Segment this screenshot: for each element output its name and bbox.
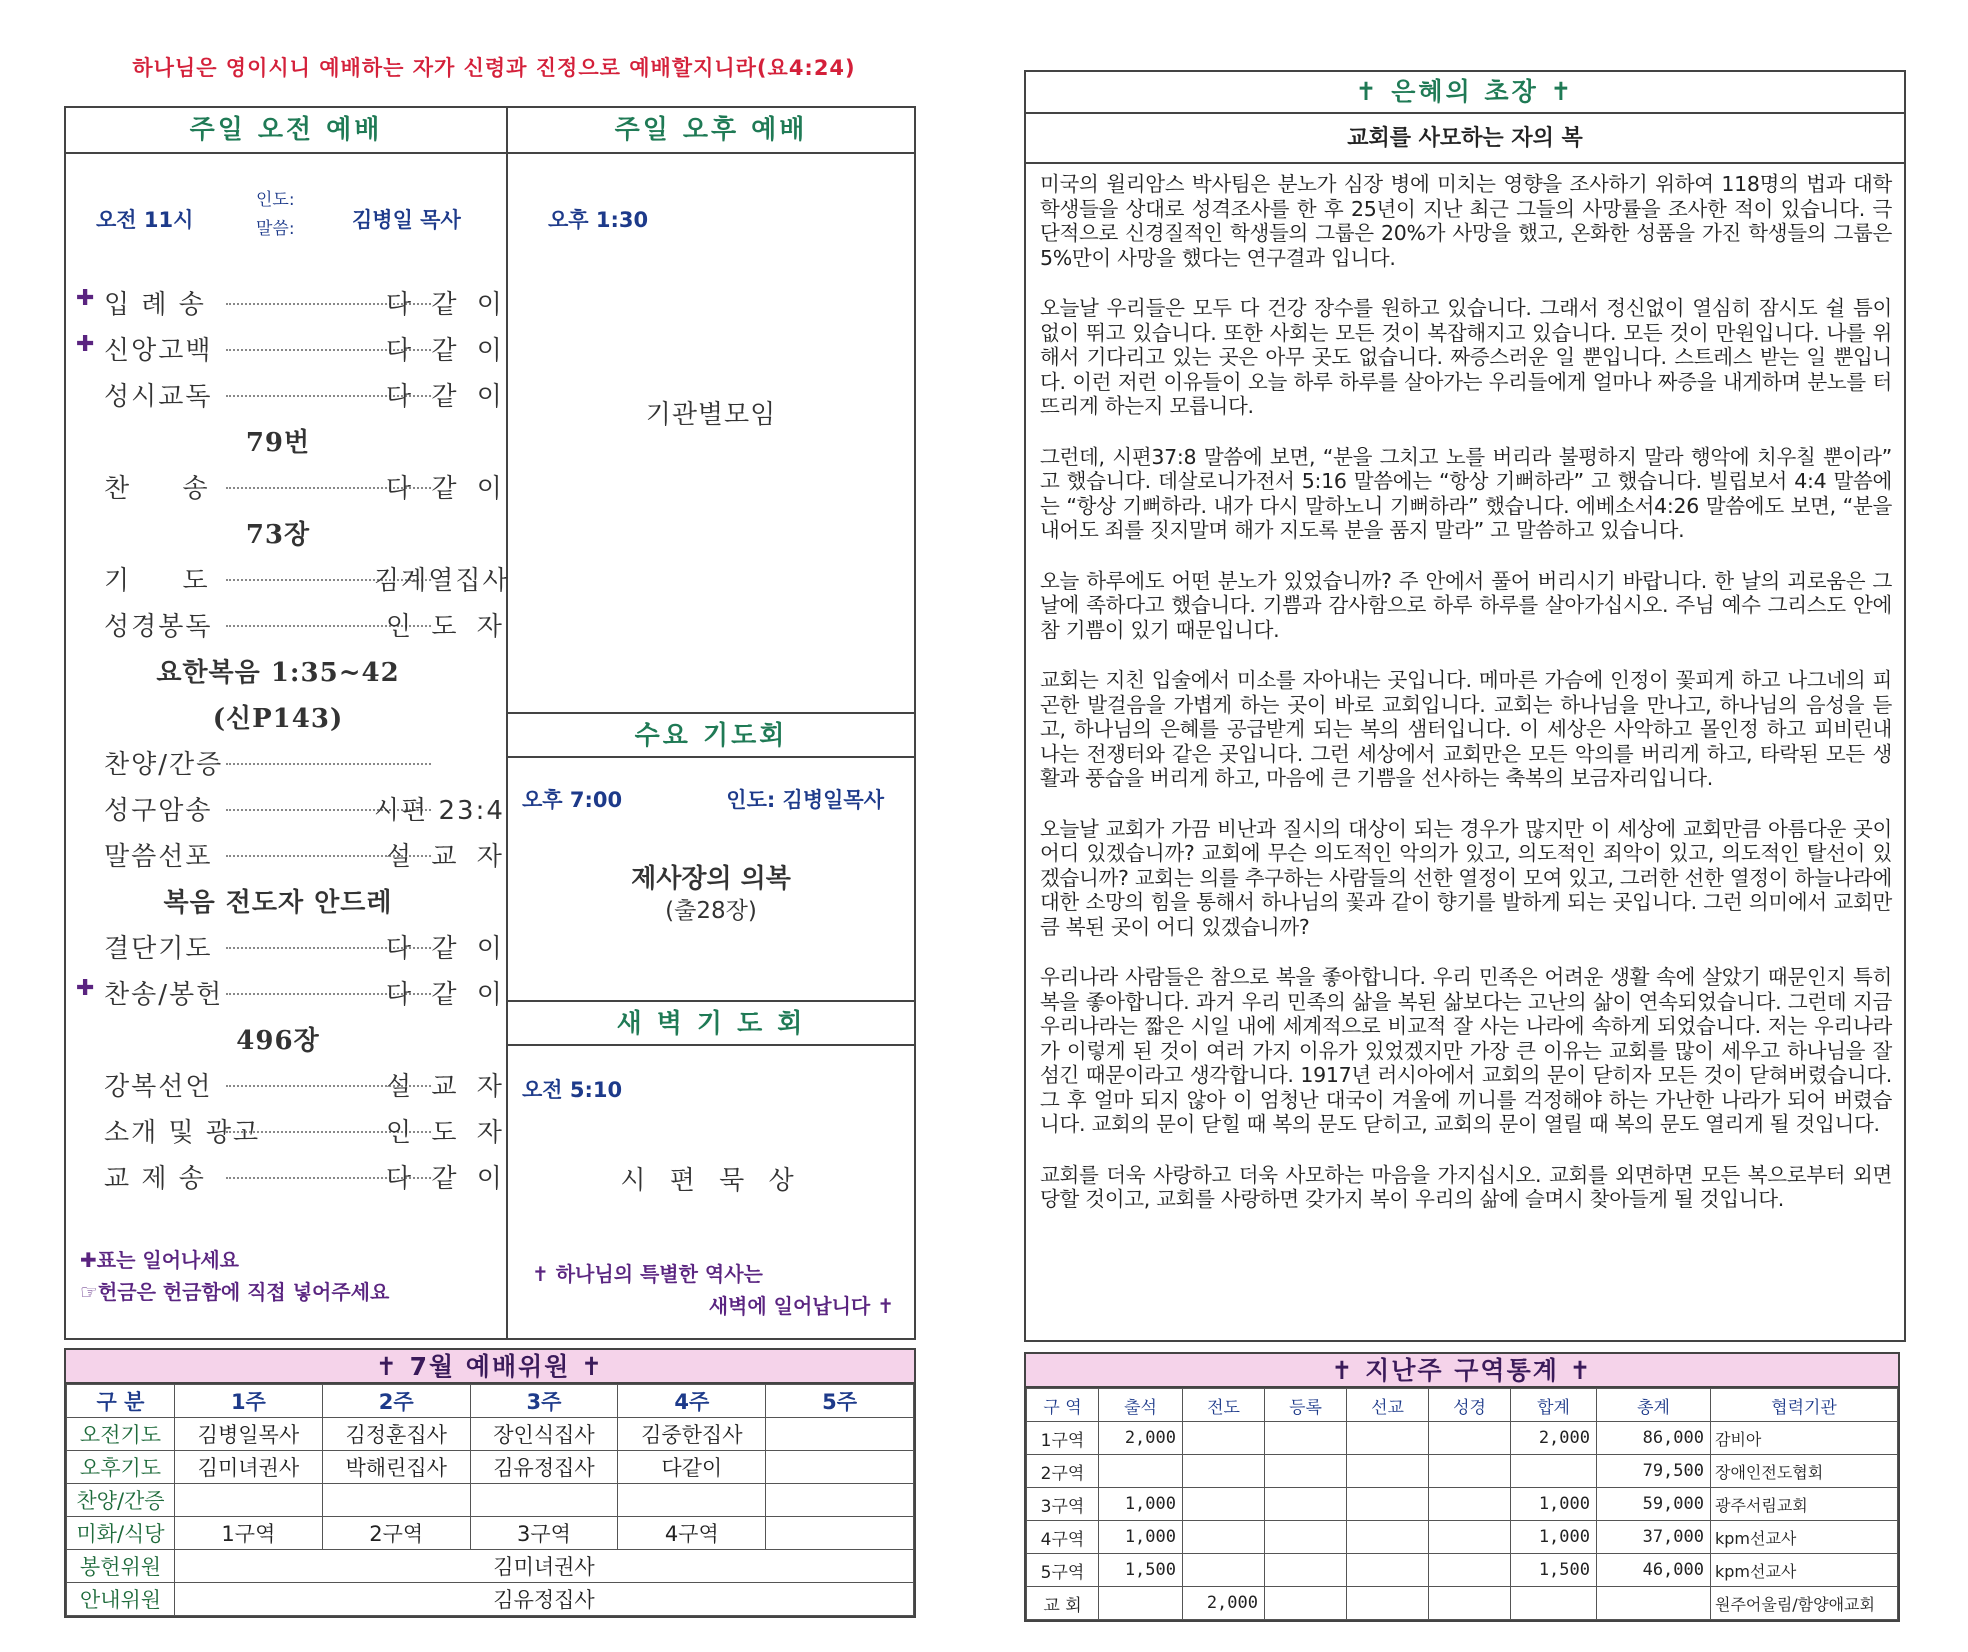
table-cell: 김미녀권사 (175, 1550, 914, 1583)
order-label: 성구암송 (104, 796, 213, 826)
table-cell (1265, 1422, 1347, 1455)
column-header: 2주 (322, 1385, 470, 1418)
sunday-am-column (66, 108, 508, 1338)
table-cell (1347, 1488, 1429, 1521)
order-item (76, 970, 506, 1016)
table-cell (1429, 1587, 1511, 1620)
column-header: 3주 (470, 1385, 618, 1418)
table-cell (1429, 1455, 1511, 1488)
paragraph: 교회는 지친 입술에서 미소를 자아내는 곳입니다. 메마른 가슴에 인정이 꽃피게 하고 나그네의 피곤한 발걸음을 가볍게 하는 곳이 바로 교회입니다. 교회는 하나님을 만나고, 하나님의 음성을 듣고, 하나님의 은혜를 공급받게 되는 복의 샘터입니다. 이 세상은 사악하고 몰인정 하고 피비린내 나는 전쟁터와 같은 곳입니다. 그런 세상에서 교회만은 모든 악의를 버리게 하고, 타락된 모든 생활과 풍습을 버리게 하고, 마음에 큰 기쁨을 선사하는 축복의 보금자리입니다. (1040, 668, 1892, 790)
dawn-header: 새 벽 기 도 회 (508, 1000, 914, 1046)
wednesday-prayer-section (508, 712, 914, 924)
district-stats (1024, 1352, 1900, 1622)
order-item (76, 464, 506, 510)
table-cell (1265, 1521, 1347, 1554)
order-label: 소개 및 광고 (104, 1118, 261, 1148)
table-cell (766, 1517, 914, 1550)
order-value: 다 같 이 (386, 474, 508, 504)
order-reference (76, 878, 506, 924)
order-label: 결단기도 (104, 934, 213, 964)
order-value: 다 같 이 (386, 382, 508, 412)
table-cell (1265, 1587, 1347, 1620)
order-label: 입 례 송 (104, 290, 206, 320)
row-label: 2구역 (1027, 1455, 1099, 1488)
table-cell: 김유정집사 (470, 1451, 618, 1484)
table-cell (1597, 1587, 1711, 1620)
table-cell (1265, 1554, 1347, 1587)
district-stats-title-text: 지난주 구역통계 (1365, 1356, 1559, 1385)
stand-note (80, 1244, 239, 1273)
order-item (76, 326, 506, 372)
table-cell (1347, 1521, 1429, 1554)
table-cell: 김유정집사 (175, 1583, 914, 1616)
table-cell: 김미녀권사 (175, 1451, 323, 1484)
table-cell: 1,500 (1511, 1554, 1597, 1587)
sunday-pm-program: 기관별모임 (645, 400, 777, 430)
table-cell (175, 1484, 323, 1517)
order-label: 찬송/봉헌 (104, 980, 224, 1010)
column-article (1024, 70, 1906, 1342)
sunday-am-pastor: 김병일 목사 (352, 208, 461, 232)
cross-icon: ✝ (1331, 1356, 1366, 1385)
order-item (76, 1108, 506, 1154)
table-cell (1429, 1521, 1511, 1554)
sunday-am-info (96, 184, 496, 248)
table-row (67, 1418, 914, 1451)
stand-cross-icon: ✚ (76, 286, 95, 311)
row-label: 봉헌위원 (67, 1550, 175, 1583)
table-cell: 감비아 (1711, 1422, 1898, 1455)
order-item (76, 556, 510, 602)
order-value: 다 같 이 (386, 934, 508, 964)
table-cell: 원주어울림/함양애교회 (1711, 1587, 1898, 1620)
table-cell (1429, 1488, 1511, 1521)
table-row (67, 1484, 914, 1517)
row-label: 3구역 (1027, 1488, 1099, 1521)
order-label: 신앙고백 (104, 336, 213, 366)
column-header: 총계 (1597, 1389, 1711, 1422)
table-cell: 1,000 (1511, 1488, 1597, 1521)
dawn-prayer-section (508, 1000, 914, 1196)
order-label: 교 제 송 (104, 1164, 206, 1194)
table-cell (1183, 1521, 1265, 1554)
table-cell (1099, 1587, 1183, 1620)
order-value: 설 교 자 (386, 1072, 508, 1102)
table-header-row (1027, 1389, 1898, 1422)
table-cell: kpm선교사 (1711, 1554, 1898, 1587)
order-label: 말씀선포 (104, 842, 213, 872)
duty-roster-title-text: 7월 예배위원 (409, 1352, 571, 1381)
order-item (76, 1062, 506, 1108)
table-cell (1347, 1422, 1429, 1455)
table-cell (1511, 1455, 1597, 1488)
table-cell (1429, 1554, 1511, 1587)
dawn-note-text2: 새벽에 일어납니다 (708, 1294, 871, 1318)
table-row (1027, 1422, 1898, 1455)
table-cell (766, 1418, 914, 1451)
cross-icon: ✝ (1355, 77, 1392, 106)
offering-note-text: 헌금은 헌금함에 직접 넣어주세요 (97, 1280, 390, 1304)
cross-icon: ✝ (375, 1352, 410, 1381)
paragraph: 그런데, 시편37:8 말씀에 보면, “분을 그치고 노를 버리라 불평하지 말라 행악에 치우칠 뿐이라” 고 했습니다. 데살로니가전서 5:16 말씀에는 “항상 기뻐하라” 고 했습니다. 빌립보서 4:4 말씀에는 “항상 기뻐하라. 내가 다시 말하노니 기뻐하라” 했습니다. 에베소서4:26 말씀에도 보면, “분을 내어도 죄를 짓지말며 해가 지도록 분을 품지 말라” 고 말씀하고 있습니다. (1040, 444, 1892, 542)
dawn-note-text1: 하나님의 특별한 역사는 (555, 1262, 763, 1286)
sunday-am-header: 주일 오전 예배 (66, 108, 506, 154)
table-cell: 1,000 (1511, 1521, 1597, 1554)
cross-icon: ✝ (532, 1262, 556, 1286)
order-label: 성시교독 (104, 382, 213, 412)
sunday-pm-header: 주일 오후 예배 (508, 108, 914, 154)
table-cell: 2,000 (1099, 1422, 1183, 1455)
row-label: 오후기도 (67, 1451, 175, 1484)
table-cell: 46,000 (1597, 1554, 1711, 1587)
sunday-am-roles (256, 186, 295, 244)
paragraph: 오늘 하루에도 어떤 분노가 있었습니까? 주 안에서 풀어 버리시기 바랍니다. 한 날의 괴로움은 그날에 족하다고 했습니다. 기쁨과 감사함으로 하루 하루를 살아가십시오. 주님 예수 그리스도 안에 참 기쁨이 있기 때문입니다. (1040, 568, 1892, 642)
table-cell (1183, 1488, 1265, 1521)
paragraph: 교회를 더욱 사랑하고 더욱 사모하는 마음을 가지십시오. 교회를 외면하면 모든 복으로부터 외면당할 것이고, 교회를 사랑하면 갖가지 복이 우리의 삶에 슬며시 찾아들게 될 것입니다. (1040, 1162, 1892, 1211)
table-cell: 59,000 (1597, 1488, 1711, 1521)
table-row (67, 1517, 914, 1550)
table-cell: 김병일목사 (175, 1418, 323, 1451)
wednesday-header: 수요 기도회 (508, 712, 914, 758)
table-cell: 79,500 (1597, 1455, 1711, 1488)
table-cell: 1,500 (1099, 1554, 1183, 1587)
order-reference (76, 1016, 506, 1062)
table-row (1027, 1521, 1898, 1554)
leader-dots (226, 763, 431, 765)
column-header: 전도 (1183, 1389, 1265, 1422)
table-cell: 2구역 (322, 1517, 470, 1550)
order-reference (76, 694, 506, 740)
order-label: 강복선언 (104, 1072, 213, 1102)
order-item (76, 740, 506, 786)
table-cell (322, 1484, 470, 1517)
row-label: 오전기도 (67, 1418, 175, 1451)
column-header: 협력기관 (1711, 1389, 1898, 1422)
order-reference-text: 496장 (236, 1026, 320, 1056)
cross-icon: ✝ (1558, 1356, 1593, 1385)
stand-cross-icon: ✚ (80, 1248, 97, 1272)
order-value: 다 같 이 (386, 336, 508, 366)
table-cell (1183, 1455, 1265, 1488)
order-item (76, 372, 506, 418)
sermon-title: 복음 전도자 안드레 (163, 888, 393, 918)
order-reference-text: 요한복음 1:35~42 (156, 658, 400, 688)
cross-icon: ✝ (1538, 77, 1575, 106)
stand-note-text: 표는 일어나세요 (96, 1248, 239, 1272)
paragraph: 오늘날 우리들은 모두 다 건강 장수를 원하고 있습니다. 그래서 정신없이 열심히 잠시도 쉴 틈이 없이 뛰고 있습니다. 또한 사회는 모든 것이 복잡해지고 있습니다. 모든 것이 만원입니다. 나를 위해서 기다리고 있는 곳은 아무 곳도 없습니다. 짜증스러운 일 뿐입니다. 스트레스 받는 일 뿐입니다. 이런 저런 이유들이 오늘 하루 하루를 살아가는 우리들에게 얼마나 짜증을 내게하며 분노를 터뜨리게 하는지 모릅니다. (1040, 296, 1892, 418)
stats-table (1026, 1388, 1898, 1620)
column-header: 1주 (175, 1385, 323, 1418)
order-reference (76, 418, 506, 464)
dawn-note-line2 (709, 1290, 894, 1319)
column-header: 출석 (1099, 1389, 1183, 1422)
wednesday-time: 오후 7:00 (522, 788, 623, 812)
column-header: 구 분 (67, 1385, 175, 1418)
duty-table (66, 1384, 914, 1616)
column-header: 합계 (1511, 1389, 1597, 1422)
order-item (76, 1154, 506, 1200)
table-cell (1347, 1455, 1429, 1488)
table-cell (470, 1484, 618, 1517)
dawn-program: 시 편 묵 상 (620, 1166, 802, 1196)
column-header: 4주 (618, 1385, 766, 1418)
table-cell: 37,000 (1597, 1521, 1711, 1554)
order-label: 찬 송 (104, 474, 210, 504)
scripture-banner: 하나님은 영이시니 예배하는 자가 신령과 진정으로 예배할지니라(요4:24) (132, 56, 856, 80)
order-value: 인 도 자 (386, 1118, 508, 1148)
stand-cross-icon: ✚ (76, 976, 95, 1001)
column-header: 선교 (1347, 1389, 1429, 1422)
sunday-pm-time: 오후 1:30 (548, 208, 649, 232)
worship-order-panel (64, 106, 916, 1340)
paragraph: 미국의 윌리암스 박사팀은 분노가 심장 병에 미치는 영향을 조사하기 위하여 118명의 법과 대학 학생들을 상대로 성격조사를 한 후 25년이 지난 최근 그들의 사망률을 조사한 적이 있습니다. 극단적으로 신경질적인 학생들의 그룹은 20%가 사망을 했고, 온화한 성품을 가진 학생들의 그룹은 5%만이 사망을 했다는 연구결과 입니다. (1040, 172, 1892, 270)
sunday-am-time: 오전 11시 (96, 208, 194, 232)
order-value: 다 같 이 (386, 1164, 508, 1194)
order-reference-text: (신P143) (212, 704, 344, 734)
table-cell (1099, 1455, 1183, 1488)
table-cell: 장인식집사 (470, 1418, 618, 1451)
table-cell: 3구역 (470, 1517, 618, 1550)
table-row (1027, 1554, 1898, 1587)
table-header-row (67, 1385, 914, 1418)
order-label: 기 도 (104, 566, 210, 596)
table-cell: 1,000 (1099, 1521, 1183, 1554)
paragraph: 우리나라 사람들은 참으로 복을 좋아합니다. 우리 민족은 어려운 생활 속에 살았기 때문인지 특히 복을 좋아합니다. 과거 우리 민족의 삶을 복된 삶보다는 고난의 삶이 연속되었습니다. 그런데 지금 우리나라는 짧은 시일 내에 세계적으로 비교적 잘 사는 나라에 속하게 되었습니다. 저는 우리나라가 이렇게 된 것이 여러 가지 이유가 있었겠지만 가장 큰 이유는 교회를 많이 세우고 하나님을 잘 섬긴 때문이라고 생각합니다. 1917년 러시아에서 교회의 문이 닫히자 모든 것이 닫혀버렸습니다. 그 후 얼마 되지 않아 이 엄청난 대국이 겨울에 끼니를 걱정해야 하는 가난한 나라가 되어 버렸습니다. 교회의 문이 닫힐 때 복의 문도 닫히고, 교회의 문이 열릴 때 복의 문도 열리게 될 것입니다. (1040, 965, 1892, 1136)
table-cell: 1,000 (1099, 1488, 1183, 1521)
table-cell: 광주서림교회 (1711, 1488, 1898, 1521)
table-cell: 김중한집사 (618, 1418, 766, 1451)
table-cell: 장애인전도협회 (1711, 1455, 1898, 1488)
table-cell: 4구역 (618, 1517, 766, 1550)
table-cell: 2,000 (1183, 1587, 1265, 1620)
order-item (76, 786, 506, 832)
row-label: 교 회 (1027, 1587, 1099, 1620)
order-item (76, 832, 506, 878)
role-sermon-label: 말씀: (256, 219, 295, 239)
column-body (1026, 164, 1904, 1212)
order-reference (76, 510, 506, 556)
pointing-hand-icon: ☞ (80, 1280, 98, 1304)
column-header: 성경 (1429, 1389, 1511, 1422)
order-value: 인 도 자 (386, 612, 508, 642)
table-cell: 2,000 (1511, 1422, 1597, 1455)
column-header-text: 은혜의 초장 (1391, 77, 1539, 106)
order-value: 다 같 이 (386, 980, 508, 1010)
column-header: 등록 (1265, 1389, 1347, 1422)
table-cell (1429, 1422, 1511, 1455)
order-label: 찬양/간증 (104, 750, 224, 780)
table-cell: 86,000 (1597, 1422, 1711, 1455)
row-label: 안내위원 (67, 1583, 175, 1616)
cross-icon: ✝ (570, 1352, 605, 1381)
wednesday-title: 제사장의 의복 (631, 864, 791, 894)
wednesday-leader: 인도: 김병일목사 (726, 788, 884, 812)
table-row (1027, 1587, 1898, 1620)
dawn-note-line1 (532, 1258, 763, 1287)
order-reference-text: 79번 (245, 428, 311, 458)
column-header: 5주 (766, 1385, 914, 1418)
order-item (76, 924, 506, 970)
table-cell (1265, 1455, 1347, 1488)
role-leader-label: 인도: (256, 190, 295, 210)
column-header: 구 역 (1027, 1389, 1099, 1422)
row-label: 1구역 (1027, 1422, 1099, 1455)
table-cell: 김정훈집사 (322, 1418, 470, 1451)
order-reference (76, 648, 506, 694)
table-row (1027, 1455, 1898, 1488)
wednesday-reference: (출28장) (665, 898, 757, 924)
table-cell (1347, 1554, 1429, 1587)
row-label: 5구역 (1027, 1554, 1099, 1587)
order-label: 성경봉독 (104, 612, 213, 642)
order-reference-text: 73장 (245, 520, 311, 550)
row-label: 미화/식당 (67, 1517, 175, 1550)
order-list (76, 280, 510, 1200)
order-value: 김계열집사 (374, 566, 510, 596)
sunday-pm-column (508, 108, 914, 1338)
table-cell (1265, 1488, 1347, 1521)
dawn-time: 오전 5:10 (522, 1078, 623, 1102)
duty-roster (64, 1348, 916, 1618)
table-cell: 다같이 (618, 1451, 766, 1484)
table-row (67, 1451, 914, 1484)
row-label: 4구역 (1027, 1521, 1099, 1554)
table-cell (766, 1484, 914, 1517)
order-value: 설 교 자 (386, 842, 508, 872)
table-row (67, 1550, 914, 1583)
district-stats-title (1026, 1354, 1898, 1388)
order-item (76, 280, 506, 326)
table-cell (1183, 1422, 1265, 1455)
order-value: 시편 23:4 (374, 796, 505, 826)
table-cell: 1구역 (175, 1517, 323, 1550)
table-cell (766, 1451, 914, 1484)
table-cell: 박해린집사 (322, 1451, 470, 1484)
table-cell: kpm선교사 (1711, 1521, 1898, 1554)
table-cell (618, 1484, 766, 1517)
row-label: 찬양/간증 (67, 1484, 175, 1517)
cross-icon: ✝ (870, 1294, 894, 1318)
offering-note (80, 1276, 389, 1305)
duty-roster-title (66, 1350, 914, 1384)
stand-cross-icon: ✚ (76, 332, 95, 357)
column-header (1026, 72, 1904, 114)
table-row (1027, 1488, 1898, 1521)
column-subtitle: 교회를 사모하는 자의 복 (1026, 114, 1904, 164)
paragraph: 오늘날 교회가 가끔 비난과 질시의 대상이 되는 경우가 많지만 이 세상에 교회만큼 아름다운 곳이 어디 있겠습니까? 교회에 무슨 의도적인 악의가 있고, 의도적인 죄악이 있고, 의도적인 탈선이 있겠습니까? 교회는 의를 추구하는 사람들의 선한 열정이 모여 있고, 그러한 선한 열정이 하늘나라에 대한 소망의 힘을 통해서 하나님의 꽃과 같이 향기를 발하게 되는 곳입니다. 그런 의미에서 교회만큼 복된 곳이 어디 있겠습니까? (1040, 816, 1893, 939)
order-value: 다 같 이 (386, 290, 508, 320)
table-cell (1511, 1587, 1597, 1620)
table-row (67, 1583, 914, 1616)
table-cell (1347, 1587, 1429, 1620)
order-item (76, 602, 506, 648)
table-cell (1183, 1554, 1265, 1587)
